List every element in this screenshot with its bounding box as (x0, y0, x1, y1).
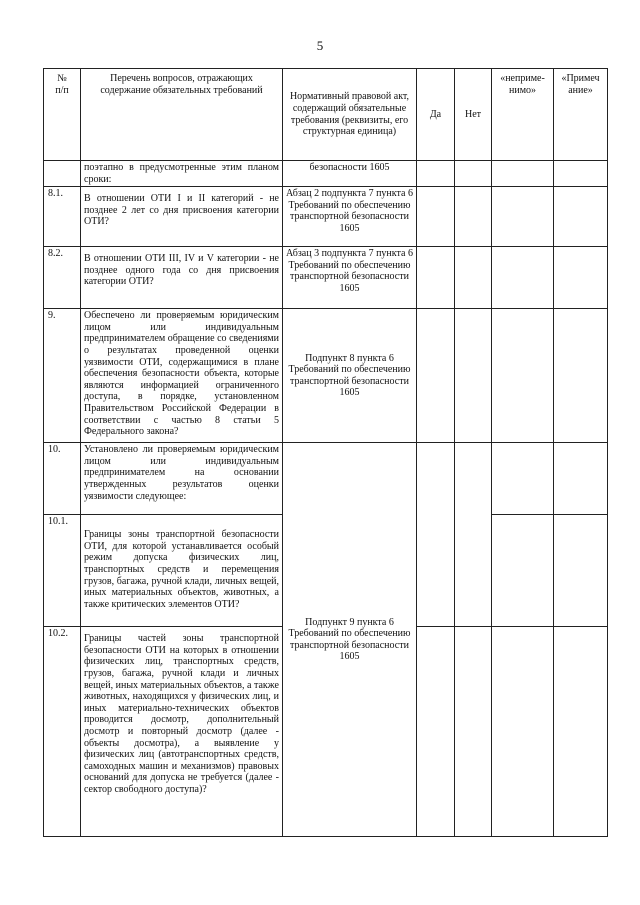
cell-note[interactable] (554, 161, 608, 187)
cell-yes[interactable] (417, 187, 455, 247)
cell-yes[interactable] (417, 161, 455, 187)
cell-not-applicable[interactable] (492, 515, 554, 627)
cell-yes[interactable] (417, 443, 455, 627)
checklist-table (43, 68, 608, 837)
table-row (44, 187, 608, 247)
cell-no[interactable] (455, 247, 492, 309)
header-no: Нет (455, 69, 492, 161)
row-question: В отношении ОТИ I и II категорий - не позднее 2 лет со дня присвоения категории ОТИ? (81, 187, 283, 247)
row-question: Установлено ли проверяемым юридическим лицом или индивидуальным предпринимателем на основании утвержденных результатов оценки уязвимости следующее: (81, 443, 283, 515)
row-act: Абзац 2 подпункта 7 пункта 6 Требований по обеспечению транспортной безопасности 1605 (283, 187, 417, 247)
row-question: Границы зоны транспортной безопасности ОТИ, для которой устанавливается особый режим допуска физических лиц, транспортных средств и перемещения грузов, багажа, ручной клади, личных вещей, иных материальных объектов, животных, а также критических элементов ОТИ? (81, 515, 283, 627)
header-row (44, 69, 608, 161)
table-row (44, 309, 608, 443)
row-act: безопасности 1605 (283, 161, 417, 187)
header-not-applicable: «неприме-нимо» (492, 69, 554, 161)
row-question: В отношении ОТИ III, IV и V категории - не позднее одного года со дня присвоения категории ОТИ? (81, 247, 283, 309)
table-row (44, 247, 608, 309)
header-questions: Перечень вопросов, отражающих содержание обязательных требований (81, 69, 283, 161)
row-number (44, 161, 81, 187)
row-question: Границы частей зоны транспортной безопасности ОТИ на которых в отношении физических лиц, транспортных средств, грузов, багажа, ручной клади и личных вещей, иных материальных объектов, а также животных, находящихся у физических лиц, и иных материально-технических объектов проводится досмотр, дополнительный досмотр и повторный досмотр (далее - объекты досмотра), а выявление у физических лиц (автотранспортных средств, самоходных машин и механизмов) правовых оснований для допуска не требуется (далее - сектор свободного доступа)? (81, 627, 283, 837)
row-act: Подпункт 8 пункта 6 Требований по обеспечению транспортной безопасности 1605 (283, 309, 417, 443)
header-note: «Примеч ание» (554, 69, 608, 161)
cell-note[interactable] (554, 247, 608, 309)
cell-note[interactable] (554, 443, 608, 515)
cell-yes[interactable] (417, 247, 455, 309)
cell-no[interactable] (455, 443, 492, 627)
cell-no[interactable] (455, 309, 492, 443)
cell-not-applicable[interactable] (492, 309, 554, 443)
row-number: 10. (44, 443, 81, 515)
cell-not-applicable[interactable] (492, 161, 554, 187)
cell-note[interactable] (554, 187, 608, 247)
cell-note[interactable] (554, 515, 608, 627)
cell-not-applicable[interactable] (492, 187, 554, 247)
cell-yes[interactable] (417, 309, 455, 443)
row-number: 8.1. (44, 187, 81, 247)
row-question: поэтапно в предусмотренные этим планом сроки: (81, 161, 283, 187)
cell-not-applicable[interactable] (492, 443, 554, 515)
row-number: 10.1. (44, 515, 81, 627)
cell-note[interactable] (554, 627, 608, 837)
cell-not-applicable[interactable] (492, 247, 554, 309)
row-question: Обеспечено ли проверяемым юридическим лицом или индивидуальным предпринимателем обращение со сведениями о результатах проведенной оценки уязвимости ОТИ, содержащимися в плане обеспечения безопасности объекта, которые являются информацией ограниченного доступа, в порядке, установленном Правительством Российской Федерации в соответствии с частью 8 статьи 5 Федерального закона? (81, 309, 283, 443)
row-number: 10.2. (44, 627, 81, 837)
table-row (44, 443, 608, 515)
cell-no[interactable] (455, 627, 492, 837)
cell-no[interactable] (455, 187, 492, 247)
cell-not-applicable[interactable] (492, 627, 554, 837)
cell-note[interactable] (554, 309, 608, 443)
row-act: Абзац 3 подпункта 7 пункта 6 Требований по обеспечению транспортной безопасности 1605 (283, 247, 417, 309)
header-yes: Да (417, 69, 455, 161)
table-row (44, 161, 608, 187)
header-num: № п/п (44, 69, 81, 161)
header-act: Нормативный правовой акт, содержащий обязательные требования (реквизиты, его структурная единица) (283, 69, 417, 161)
row-act: Подпункт 9 пункта 6 Требований по обеспечению транспортной безопасности 1605 (283, 443, 417, 837)
cell-yes[interactable] (417, 627, 455, 837)
row-number: 9. (44, 309, 81, 443)
page-number: 5 (316, 38, 324, 53)
cell-no[interactable] (455, 161, 492, 187)
row-number: 8.2. (44, 247, 81, 309)
